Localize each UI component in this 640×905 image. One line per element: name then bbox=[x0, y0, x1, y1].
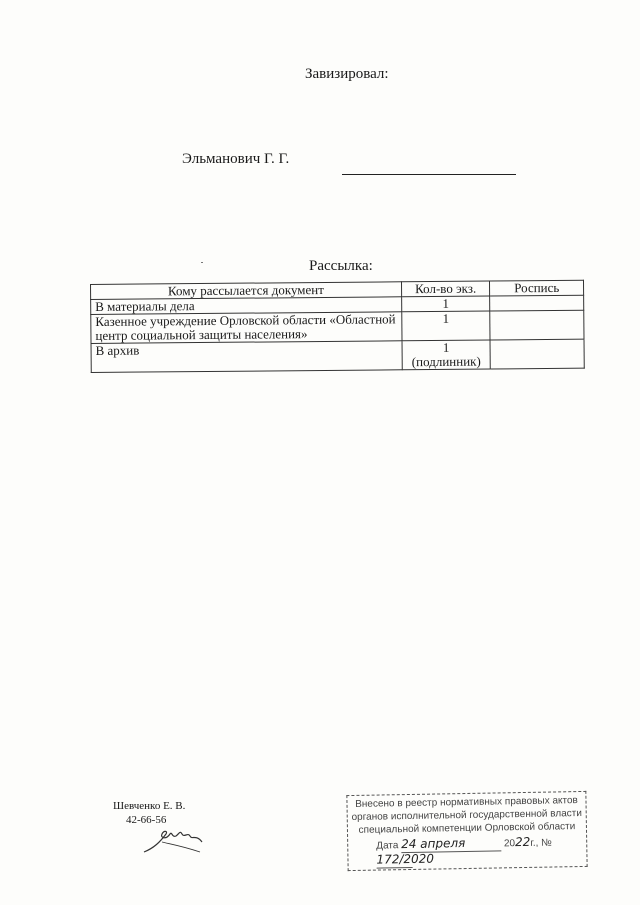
header-recipient: Кому рассылается документ bbox=[91, 282, 402, 300]
stamp-year-suffix: г., № bbox=[530, 837, 552, 849]
executor-handwritten-signature bbox=[142, 822, 206, 856]
scan-speck bbox=[201, 262, 203, 263]
distribution-table bbox=[90, 280, 585, 373]
stamp-date-row bbox=[348, 835, 586, 869]
quantity-value: 1 bbox=[442, 310, 450, 326]
stamp-line-3: специальной компетенции Орловской области bbox=[358, 821, 576, 836]
recipient-cell: Казенное учреждение Орловской области «Областной центр социальной защиты населения» bbox=[91, 312, 402, 344]
stamp-number-value: 172/2020 bbox=[376, 851, 435, 867]
mailing-title: Рассылка: bbox=[309, 258, 373, 274]
stamp-date-field bbox=[401, 836, 501, 853]
header-quantity: Кол-во экз. bbox=[401, 281, 490, 297]
stamp-line-1: Внесено в реестр нормативных правовых актов bbox=[355, 795, 578, 810]
quantity-cell bbox=[401, 296, 490, 312]
stamp-line-2: органов исполнительной государственной власти bbox=[351, 807, 582, 824]
table-row bbox=[91, 310, 584, 343]
executor-phone: 42-66-56 bbox=[126, 814, 167, 826]
quantity-note: (подлинник) bbox=[411, 353, 481, 370]
executor-name: Шевченко Е. В. bbox=[113, 800, 186, 812]
quantity-cell bbox=[402, 311, 491, 341]
signature-cell bbox=[490, 295, 584, 311]
signature-line bbox=[342, 174, 516, 175]
stamp-year-value: 22 bbox=[514, 834, 531, 850]
stamp-date-label: Дата bbox=[376, 840, 399, 852]
quantity-value: 1 bbox=[442, 295, 450, 311]
approver-name: Эльманович Г. Г. bbox=[182, 151, 290, 167]
quantity-value: 1 bbox=[442, 339, 450, 355]
stamp-year-prefix: 20 bbox=[503, 838, 516, 850]
header-signature: Роспись bbox=[490, 280, 584, 296]
stamp-number-field bbox=[376, 851, 435, 869]
stamp-date-value: 24 апреля bbox=[401, 836, 466, 852]
recipient-cell: В архив bbox=[91, 341, 402, 373]
quantity-cell bbox=[402, 340, 491, 370]
registry-stamp bbox=[346, 791, 587, 871]
recipient-cell: В материалы дела bbox=[91, 297, 402, 315]
table-row bbox=[91, 339, 584, 372]
signature-cell bbox=[490, 310, 584, 340]
approved-by-title: Завизировал: bbox=[305, 66, 389, 82]
signature-cell bbox=[490, 339, 584, 369]
